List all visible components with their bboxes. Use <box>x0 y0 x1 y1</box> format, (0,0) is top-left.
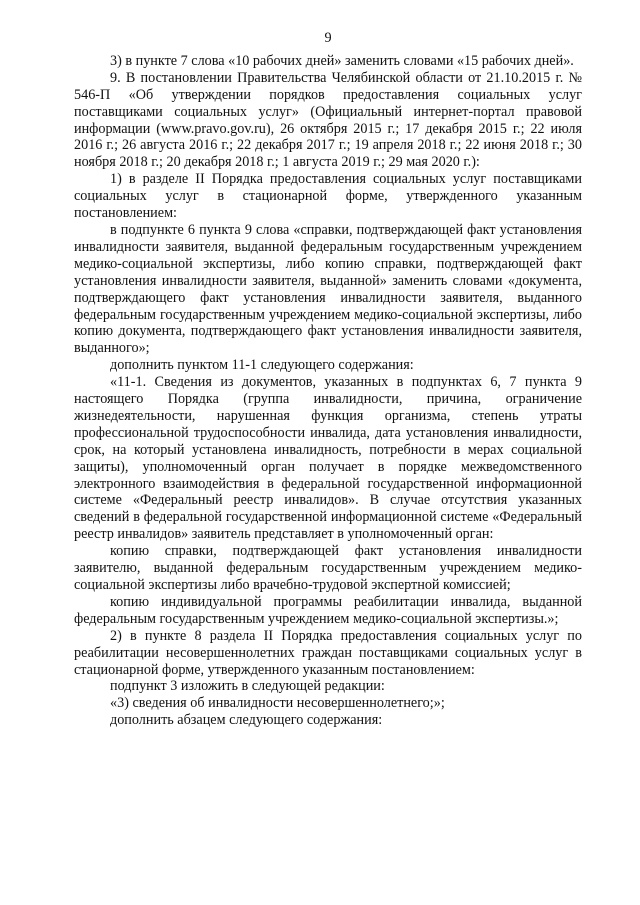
paragraph: в подпункте 6 пункта 9 слова «справки, подтверждающей факт установления инвалидности заявителя, выданной федеральным государственным учреждением медико-социальной экспертизы, либо копию справки, подтверждающей факт установления инвалидности заявителя, выданной» заменить словами «документа, подтверждающего факт установления инвалидности заявителя, выданного федеральным государственным учреждением медико-социальной экспертизы, либо копию документа, подтверждающего факт установления инвалидности заявителя, выданного»; <box>74 221 582 357</box>
paragraph: «11-1. Сведения из документов, указанных в подпунктах 6, 7 пункта 9 настоящего Порядка (группа инвалидности, причина, ограничение жизнедеятельности, нарушенная функция организма, степень утраты профессиональной трудоспособности инвалида, дата установления инвалидности, срок, на который установлена инвалидность, потребности в мерах социальной защиты), уполномоченный орган получает в порядке межведомственного электронного взаимодействия в федеральной государственной информационной системе «Федеральный реестр инвалидов». В случае отсутствия указанных сведений в федеральной государственной информационной системе «Федеральный реестр инвалидов» заявитель представляет в уполномоченный орган: <box>74 374 582 543</box>
paragraph: «3) сведения об инвалидности несовершеннолетнего;»; <box>110 695 445 712</box>
paragraph: 3) в пункте 7 слова «10 рабочих дней» заменить словами «15 рабочих дней». <box>110 52 574 69</box>
paragraph: копию справки, подтверждающей факт установления инвалидности заявителю, выданной федеральным государственным учреждением медико-социальной экспертизы либо врачебно-трудовой экспертной комиссией; <box>74 543 582 593</box>
page-number: 9 <box>324 30 332 46</box>
paragraph: дополнить пунктом 11-1 следующего содержания: <box>110 357 414 374</box>
paragraph: 9. В постановлении Правительства Челябинской области от 21.10.2015 г. № 546-П «Об утверждении порядков предоставления социальных услуг поставщиками социальных услуг» (Официальный интернет-портал правовой информации (www.pravo.gov.ru), 26 октября 2015 г.; 17 декабря 2015 г.; 22 июля 2016 г.; 26 августа 2016 г.; 22 декабря 2017 г.; 19 апреля 2018 г.; 22 июня 2018 г.; 30 ноября 2018 г.; 20 декабря 2018 г.; 1 августа 2019 г.; 29 мая 2020 г.): <box>74 69 582 171</box>
paragraph: 2) в пункте 8 раздела II Порядка предоставления социальных услуг по реабилитации несовершеннолетних граждан поставщиками социальных услуг в стационарной форме, утвержденного указанным постановлением: <box>74 627 582 678</box>
paragraph: 1) в разделе II Порядка предоставления социальных услуг поставщиками социальных услуг в стационарной форме, утвержденного указанным постановлением: <box>74 171 582 222</box>
paragraph: подпункт 3 изложить в следующей редакции: <box>110 678 385 695</box>
paragraph: дополнить абзацем следующего содержания: <box>110 712 383 729</box>
paragraph: копию индивидуальной программы реабилитации инвалида, выданной федеральным государственным учреждением медико-социальной экспертизы.»; <box>74 593 582 627</box>
